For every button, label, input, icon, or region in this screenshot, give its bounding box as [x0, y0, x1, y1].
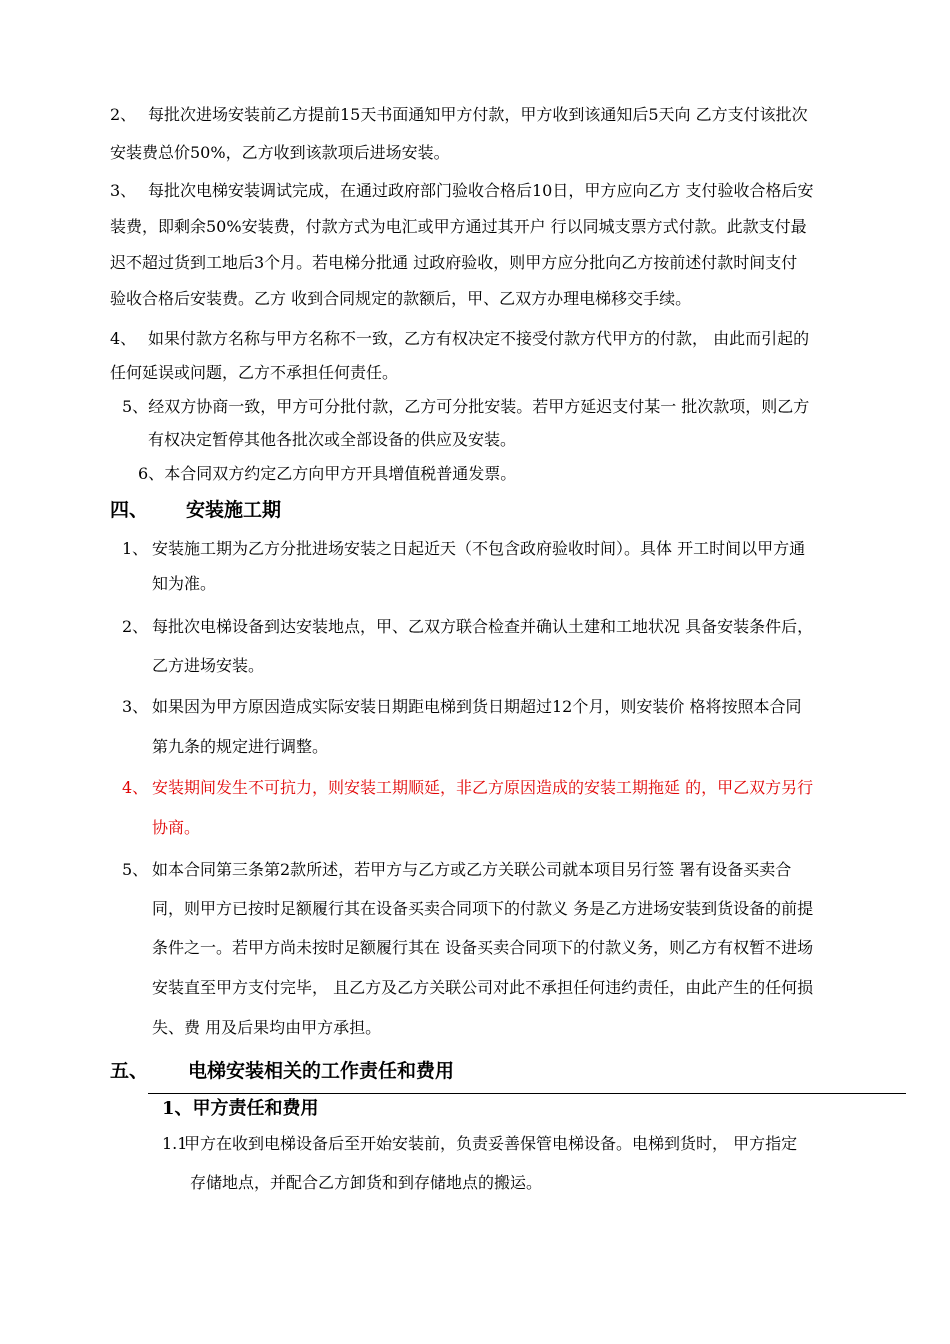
clause-line — [122, 855, 791, 885]
clause-number: 6、 — [138, 464, 165, 483]
clause-line: 条件之一。若甲方尚未按时足额履行其在 设备买卖合同项下的付款义务，则乙方有权暂不进场 — [152, 938, 814, 957]
sub-heading: 1、甲方责任和费用 — [162, 1098, 319, 1119]
section-number: 五、 — [110, 1060, 149, 1082]
clause-line: 安装直至甲方支付完毕， 且乙方及乙方关联公司对此不承担任何违约责任，由此产生的任何损 — [152, 978, 814, 997]
clause-line: 迟不超过货到工地后3个月。若电梯分批通 过政府验收，则甲方应分批向乙方按前述付款时间支付 — [110, 253, 798, 272]
clause-text: 本合同双方约定乙方向甲方开具增值税普通发票。 — [164, 464, 517, 483]
clause-number: 1、 — [122, 539, 149, 558]
clause-text: 经双方协商一致，甲方可分批付款，乙方可分批安装。若甲方延迟支付某一 批次款项，则乙方 — [148, 397, 810, 416]
clause-line: 知为准。 — [152, 574, 217, 593]
clause-text: 每批次电梯安装调试完成，在通过政府部门验收合格后10日，甲方应向乙方 支付验收合格后安 — [148, 181, 814, 200]
clause-number: 5、 — [122, 397, 149, 416]
clause-line — [122, 612, 813, 642]
clause-number: 2、 — [122, 617, 149, 636]
clause-number: 4、 — [110, 329, 137, 348]
section-title: 电梯安装相关的工作责任和费用 — [188, 1060, 455, 1082]
clause-line — [122, 534, 805, 564]
clause-line: 第九条的规定进行调整。 — [152, 737, 329, 756]
clause-number: 5、 — [122, 860, 149, 879]
clause-line — [122, 692, 801, 722]
clause-number: 2、 — [110, 105, 137, 124]
clause-line: 失、费 用及后果均由甲方承担。 — [152, 1018, 382, 1037]
clause-line: 安装费总价50%，乙方收到该款项后进场安装。 — [110, 143, 450, 162]
clause-line: 乙方进场安装。 — [152, 656, 265, 675]
section-4-heading — [110, 496, 281, 524]
clause-number: 3、 — [122, 697, 149, 716]
clause-line — [122, 773, 813, 803]
clause-line — [122, 392, 809, 422]
section-divider — [148, 1093, 906, 1094]
clause-line — [110, 324, 809, 354]
clause-text: 如果付款方名称与甲方名称不一致，乙方有权决定不接受付款方代甲方的付款， 由此而引起的 — [148, 329, 810, 348]
clause-line: 协商。 — [152, 818, 201, 837]
clause-text: 每批次电梯设备到达安装地点，甲、乙双方联合检查并确认土建和工地状况 具备安装条件后， — [152, 617, 814, 636]
clause-text: 如本合同第三条第2款所述，若甲方与乙方或乙方关联公司就本项目另行签 署有设备买卖合 — [152, 860, 792, 879]
clause-text: 每批次进场安装前乙方提前15天书面通知甲方付款，甲方收到该通知后5天向 乙方支付该批次 — [148, 105, 808, 124]
clause-text: 安装期间发生不可抗力，则安装工期顺延，非乙方原因造成的安装工期拖延 的，甲乙双方另行 — [152, 778, 814, 797]
clause-line: 验收合格后安装费。乙方 收到合同规定的款额后，甲、乙双方办理电梯移交手续。 — [110, 289, 692, 308]
section-5-heading — [110, 1057, 454, 1085]
clause-number: 1.1 — [162, 1134, 188, 1153]
clause-line — [110, 176, 813, 206]
clause-line: 同，则甲方已按时足额履行其在设备买卖合同项下的付款义 务是乙方进场安装到货设备的前提 — [152, 899, 814, 918]
clause-text: 甲方在收到电梯设备后至开始安装前，负责妥善保管电梯设备。电梯到货时， 甲方指定 — [184, 1134, 798, 1153]
clause-number: 3、 — [110, 181, 137, 200]
clause-line: 装费，即剩余50%安装费，付款方式为电汇或甲方通过其开户 行以同城支票方式付款。此款支付最 — [110, 217, 807, 236]
section-title: 安装施工期 — [186, 499, 282, 521]
clause-number: 4、 — [122, 778, 149, 797]
clause-text: 如果因为甲方原因造成实际安装日期距电梯到货日期超过12个月，则安装价 格将按照本合同 — [152, 697, 802, 716]
clause-line: 任何延误或问题，乙方不承担任何责任。 — [110, 363, 399, 382]
clause-line — [138, 459, 516, 489]
clause-line — [162, 1129, 797, 1159]
clause-line — [110, 100, 808, 130]
clause-line: 存储地点，并配合乙方卸货和到存储地点的搬运。 — [190, 1173, 543, 1192]
clause-line: 有权决定暂停其他各批次或全部设备的供应及安装。 — [148, 430, 517, 449]
clause-text: 安装施工期为乙方分批进场安装之日起近天（不包含政府验收时间）。具体 开工时间以甲方通 — [152, 539, 806, 558]
section-number: 四、 — [110, 499, 149, 521]
